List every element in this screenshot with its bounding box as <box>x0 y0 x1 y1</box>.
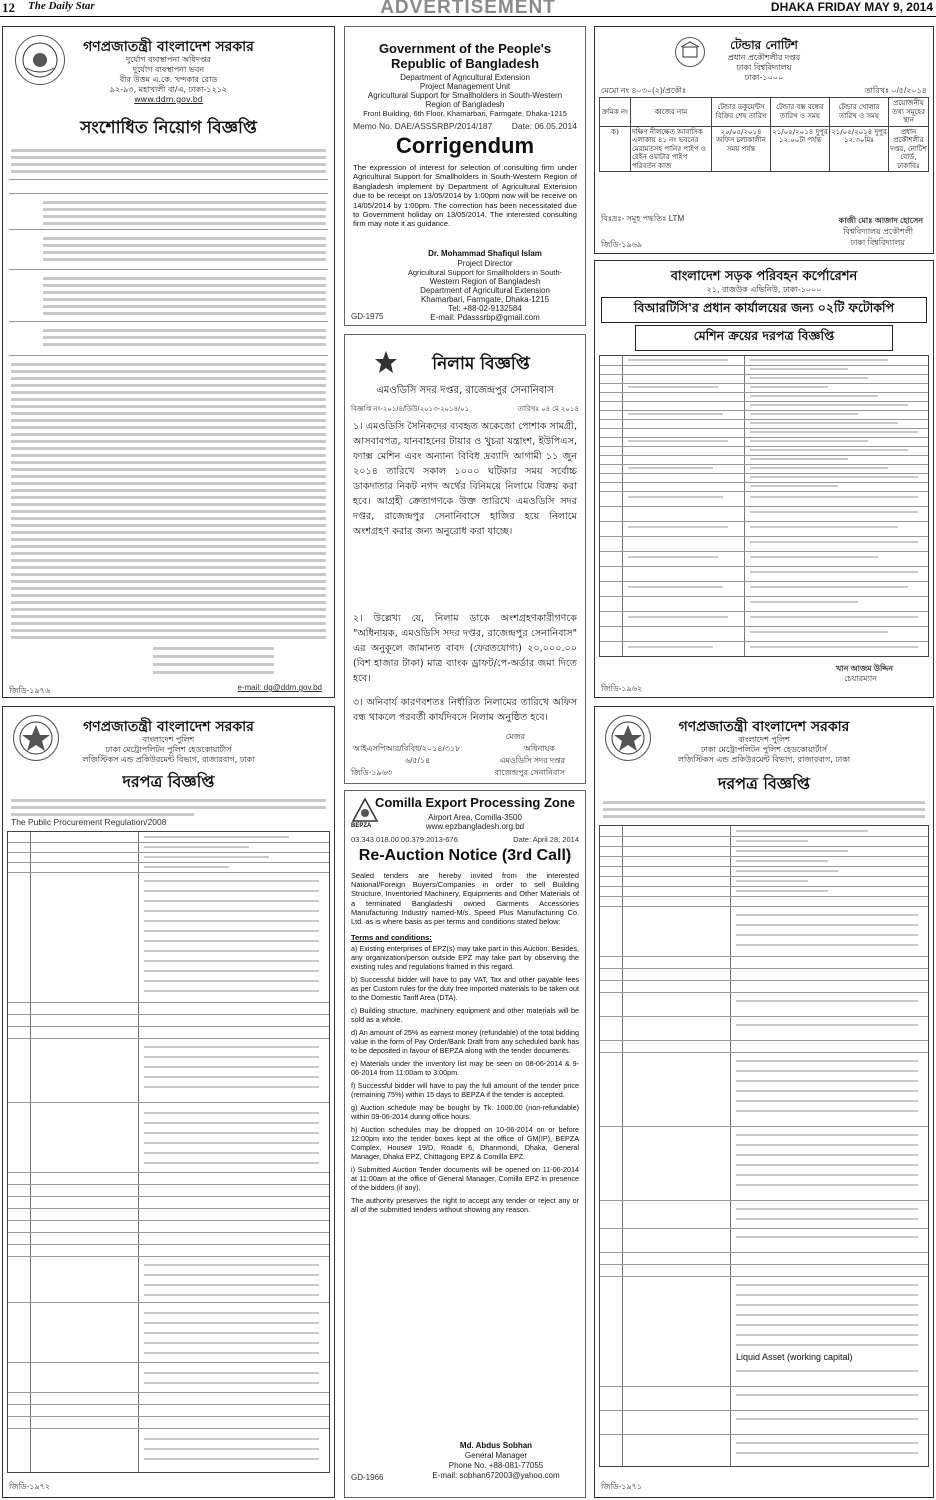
ad-code: GD-1966 <box>351 1473 384 1482</box>
ad-line: ঢাকা মেট্রোপলিটন পুলিশ হেডকোয়ার্টার্স <box>105 745 232 754</box>
ad-address: Airport Area, Comilla-3500 <box>428 813 522 822</box>
ad-code: জিডি-১৯৭১ <box>601 1482 643 1491</box>
table-header: টেন্ডার ডকুমেন্টস বিক্রির শেষ তারিখ <box>712 98 771 127</box>
ad-intro: Sealed tenders are hereby invited from the interested National/Foreign Buyers/Companies in order to sell Building Structure, Inventoried Machinery, Equipments and Other Materials of a terminated Bangladeshi owned Garments Accessories Manufacturing Industry named-M/s. Speed Plus Manufacturing Co. Ltd. as is where basis as per terms and conditions stated below: <box>351 871 579 927</box>
masthead-logo: The Daily Star <box>28 0 95 12</box>
ad-sig-title: বিশ্ববিদ্যালয় প্রকৌশলী <box>843 227 913 236</box>
ad-banner <box>601 297 927 323</box>
liquid-asset-text: Liquid Asset (working capital) <box>736 1352 853 1362</box>
ad-email: E-mail: Pdasssrbp@gmail.com <box>430 313 540 322</box>
ad-signatory: Md. Abdus Sobhan <box>459 1441 533 1450</box>
ad-heading: সংশোধিত নিয়োগ বিজ্ঞপ্তি <box>80 118 257 138</box>
ad-email: e-mail: dg@ddm.gov.bd <box>237 683 322 692</box>
table-cell: ২১/০৫/২০১৪ দুপুর ১২.০০টা পর্যন্ত <box>771 126 830 172</box>
ad-brtc-tender <box>594 260 934 698</box>
terms-list <box>351 944 579 1214</box>
ad-code: জিডি-১৯৬৩ <box>351 768 393 777</box>
table-cell: ক) <box>600 126 631 172</box>
ad-code: জিডি-১৯৭২ <box>9 1482 51 1491</box>
banner-text: মেশিন ক্রয়ের দরপত্র বিজ্ঞপ্তি <box>693 328 835 343</box>
ad-date: ৬/৫/১৪ <box>405 756 431 765</box>
ad-memo: Memo No. DAE/ASSSRBP/2014/187 <box>353 121 493 131</box>
ad-line: দুর্যোগ ব্যবস্থাপনা অধিদপ্তর <box>126 55 211 64</box>
term-item: d) An amount of 25% as earnest money (refundable) of the total bidding value in the form of Pay Order/Bank Draft from any scheduled bank has to be deposited in favour of BEPZA along with the tender documents. <box>351 1028 579 1055</box>
tender-table <box>599 97 929 172</box>
ad-role: অধিনায়ক <box>523 744 555 753</box>
page-number: 12 <box>2 0 15 15</box>
banner-text: বিআরটিসি'র প্রধান কার্যালয়ের জন্য ০২টি ফটোকপি <box>633 300 895 315</box>
ad-line: লজিস্টিকস এন্ড প্রকিউরমেন্ট বিভাগ, রাজারবাগ, ঢাকা <box>677 755 851 764</box>
ad-para: ১। এমওডিসি সৈনিকদের ব্যবহৃত অকেজো পোশাক সামগ্রী, আসবাবপত্র, যানবাহনের টায়ার ও খুচরা যন্ত্রাংশ, ইউপিএস, ফ্যাক্স মেশিন এবং অন্যান্য বিবিধ দ্রব্যাদি আগামী ১১ জুন ২০১৪ তারিখে সকাল ১০০০ ঘটিকার সময় সর্বোচ্চ ডাকদাতার নিকট নগদ অর্থের বিনিময়ে নিলামে বিক্রয় করা হবে। আগ্রহী ক্রেতাগণকে উক্ত তারিখে এমওডিসি সদর দপ্তর, রাজেন্দ্রপুর সেনানিবাসে হাজির হয়ে নিলামে অংশগ্রহণ করার জন্য অনুরোধ করা যাচ্ছে। <box>353 421 577 537</box>
ad-terms-heading: Terms and conditions: <box>351 933 432 942</box>
ad-memo: মেমো নং ৪০৩০(২)/প্রকৌঃ <box>601 86 687 95</box>
ad-line: ঢাকা বিশ্ববিদ্যালয় <box>736 63 792 72</box>
ad-line: ৯২-৯৩, মহাখালী বা/এ, ঢাকা-১২১২ <box>109 85 228 94</box>
ad-address: ২১, রাজউক এভিনিউ, ঢাকা-১০০০ <box>706 285 822 294</box>
ad-sig-line: Khamarbari, Farmgate, Dhaka-1215 <box>420 295 550 304</box>
ad-project-line: Agricultural Support for Smallholders in South-Western <box>367 91 563 100</box>
ad-code: জিডি-১৯৬২ <box>601 684 643 693</box>
table-header: ক্রমিক নং <box>600 98 631 127</box>
ad-date: তারিখঃ ০/৫/২০১৪ <box>864 86 927 95</box>
ad-place: রাজেন্দ্রপুর সেনানিবাস <box>494 768 565 777</box>
ad-project-line: Region of Bangladesh <box>425 100 505 109</box>
table-header: প্রয়োজনীয় তথ্য সমূহের স্থান <box>889 98 929 127</box>
ad-line: ঢাকা-১০০০ <box>744 73 784 82</box>
term-item: f) Successful bidder will have to pay the full amount of the tender price (remaining 75%) within 15 days to BEPZA if the tender is accepted. <box>351 1081 579 1099</box>
ad-unit: Project Management Unit <box>419 82 511 91</box>
ad-line: বাংলাদেশ পুলিশ <box>738 735 790 744</box>
ad-line: লজিস্টিকস এন্ড প্রকিউরমেন্ট বিভাগ, রাজারবাগ, ঢাকা <box>82 755 255 764</box>
ad-du-tender <box>594 26 934 254</box>
ad-corrigendum <box>344 26 586 326</box>
ad-closing: The authority preserves the right to accept any tender or reject any or all of the submitted tenders without showing any reason. <box>351 1196 579 1214</box>
ad-body: The expression of interest for selection of consulting firm under Agricultural Support for Smallholders in South-Western Region of Bangladesh implement by Department of Agricultural Extension due to be receipt on 13/05/2014 by 1:00pm now will be receive on 14/05/2014 by 1:00pm. The correction has been necessitated due to Government holiday on 13/05/2014. The interested consulting firm may note it as guidance. <box>353 163 577 229</box>
dmp-table <box>599 825 929 1467</box>
ad-heading: Corrigendum <box>395 133 535 158</box>
term-item: b) Successful bidder will have to pay VAT, Tax and other payable fees as per Custom rules for the duty free imported materials to be taken out to the Domestic Tariff Area (DTA). <box>351 975 579 1002</box>
table-header: কাজের নাম <box>631 98 712 127</box>
term-item: a) Existing enterprises of EPZ(s) may take part in this Auction. Besides, any organization/person outside EPZ may take part by observing the existing rules and regulations framed in this regard. <box>351 944 579 971</box>
ad-line: প্রধান প্রকৌশলীর দপ্তর <box>727 53 801 62</box>
ad-heading: দরপত্র বিজ্ঞপ্তি <box>718 774 810 793</box>
ad-title: গণপ্রজাতন্ত্রী বাংলাদেশ সরকার <box>83 39 254 55</box>
table-cell: প্রধান প্রকৌশলীর দপ্তর, নোটিশ বোর্ড, ঢাকাবিঃ <box>890 127 927 170</box>
ad-sig-line: Agricultural Support for Smallholders in South- <box>407 268 563 277</box>
ad-subheading: এমওডিসি সদর দপ্তর, রাজেন্দ্রপুর সেনানিবাস <box>376 385 554 396</box>
dateline <box>771 0 933 14</box>
ad-title-line: Republic of Bangladesh <box>390 56 540 71</box>
dateline-city: DHAKA <box>770 0 815 14</box>
ad-para: ৩। অনিবার্য কারণবশতঃ নির্ধারিত নিলামের তারিখে অফিস বন্ধ থাকলে পরবর্তী কার্যদিবসে নিলাম অনুষ্ঠিত হবে। <box>353 697 577 723</box>
table-row <box>600 126 929 172</box>
page-header <box>0 0 936 17</box>
term-item: i) Submitted Auction Tender documents will be opened on 11-06-2014 at 11:00am at the office of General Manager, Comilla EPZ in presence of the bidders (if any). <box>351 1165 579 1192</box>
ad-ref: 03.343.018.00.00.379.2013-676 <box>351 835 458 844</box>
ad-heading: দরপত্র বিজ্ঞপ্তি <box>122 772 215 791</box>
ad-sig-line: Department of Agricultural Extension <box>420 286 550 295</box>
ad-line: ঢাকা মেট্রোপলিটন পুলিশ হেডকোয়ার্টার্স <box>701 745 827 754</box>
ad-dmp-tender-right <box>594 706 934 1498</box>
ad-banner <box>635 325 893 351</box>
ad-title-line: Government of the People's <box>378 41 552 56</box>
ad-sig-line: Project Director <box>457 259 513 268</box>
ad-code: GD-1975 <box>351 312 384 321</box>
ad-title: Comilla Export Processing Zone <box>374 795 576 810</box>
ad-date: তারিখঃ ০৪ মে ২০১৪ <box>517 406 579 413</box>
ad-title: গণপ্রজাতন্ত্রী বাংলাদেশ সরকার <box>678 719 850 735</box>
ad-code: জিডি-১৯৭৬ <box>9 686 51 695</box>
ad-heading: নিলাম বিজ্ঞপ্তি <box>432 354 530 374</box>
ad-code: জিডি-১৯৬৯ <box>601 240 643 249</box>
ad-note: বিঃদ্রঃ- সমূহ পদ্ধতিঃ LTM <box>601 214 685 223</box>
ad-sig-line: Western Region of Bangladesh <box>429 277 541 286</box>
ad-para: ২। উল্লেখ্য যে, নিলাম ডাকে অংশগ্রহণকারীগণকে "অধিনায়ক, এমওডিসি সদর দপ্তর, রাজেন্দ্রপুর সেনানিবাস" এর অনুকূলে জামানত বাবদ (ফেরতযোগ্য) ২০,০০০.০০ (বিশ হাজার টাকা) মাত্র ব্যাংক ড্রাফট/পে-অর্ডার জমা দিতে হবে। <box>353 613 577 684</box>
ad-title: গণপ্রজাতন্ত্রী বাংলাদেশ সরকার <box>83 719 254 735</box>
ad-rank: মেজর <box>505 732 525 741</box>
ad-title: বাংলাদেশ সড়ক পরিবহন কর্পোরেশন <box>670 269 858 284</box>
brtc-table <box>599 355 929 657</box>
ad-sig-place: ঢাকা বিশ্ববিদ্যালয় <box>850 238 905 247</box>
term-item: e) Materials under the inventory list may be seen on 08-06-2014 & 9-06-2014 from 11:00am to 3:00pm. <box>351 1059 579 1077</box>
table-header-row <box>600 98 929 127</box>
ad-phone: Phone No. +88-081-77055 <box>448 1461 544 1470</box>
ad-ref: আইএসপিআর/বিবিধ/২০১৪/৩১৮ <box>353 744 461 753</box>
table-cell: ২০/০৫/২০১৪ অফিস চলাকালীন সময় পর্যন্ত <box>712 126 771 172</box>
ad-tel: Tel: +88-02-9132584 <box>448 304 522 313</box>
dmp-table <box>7 831 330 1473</box>
ad-dept: Department of Agricultural Extension <box>400 73 530 82</box>
ad-signatory: খান আজম উদ্দিন <box>836 664 893 673</box>
table-header: টেন্ডার বক্স বন্ধের তারিখ ও সময় <box>771 98 830 127</box>
ad-website: www.ddm.gov.bd <box>134 95 203 104</box>
table-cell: দক্ষিণ নীলক্ষেত আবাসিক এলাকায় ৪১ নং ভবনের মেরামতসহ পানির পাইপ ও রেইন ওয়াটার পাইপ পরিবর্তন কাজ <box>631 126 712 172</box>
ad-line: বাংলাদেশ পুলিশ <box>142 735 195 744</box>
ad-ref: বিজ্ঞপ্তি নং-২০১/৪/ডিউ/২০১৩-২০১৪/০১ <box>351 406 470 413</box>
ad-heading: টেন্ডার নোটিশ <box>730 38 798 52</box>
ad-line: বীর উত্তম এ.কে. খন্দকার রোড <box>119 75 218 84</box>
ad-line: দুর্যোগ ব্যবস্থাপনা ভবন <box>132 65 205 74</box>
ad-dmp-tender-left <box>2 706 335 1498</box>
ad-date: Date: April 28, 2014 <box>513 835 579 844</box>
section-title: ADVERTISEMENT <box>380 0 556 18</box>
term-item: g) Auction schedule may be bought by Tk. 1000.00 (non-refundable) within 09-06-2014 during office hours. <box>351 1103 579 1121</box>
ad-sig-title: চেয়ারম্যান <box>844 674 877 683</box>
table-header: টেন্ডার খোলার তারিখ ও সময় <box>830 98 889 127</box>
ad-place: এমওডিসি সদর দপ্তর <box>499 756 565 765</box>
ad-sig-title: General Manager <box>464 1451 528 1460</box>
term-item: c) Building structure, machinery equipment and other materials will be sold as a whole. <box>351 1006 579 1024</box>
ad-signatory: Dr. Mohammad Shafiqul Islam <box>428 249 542 258</box>
table-cell: ২১/০৫/২০১৪ দুপুর ১২.৩০মিঃ <box>830 126 889 172</box>
ad-comilla-epz <box>344 790 586 1498</box>
ad-date: Date: 06.05.2014 <box>511 121 577 131</box>
dateline-date: FRIDAY MAY 9, 2014 <box>817 0 933 14</box>
ad-heading: Re-Auction Notice (3rd Call) <box>358 847 572 864</box>
ad-signatory: কাজী মোঃ আজাদ হোসেন <box>838 216 923 225</box>
ad-email: E-mail: sobhan672003@yahoo.com <box>432 1471 560 1480</box>
bepza-logo-text: BEPZA <box>351 823 372 829</box>
ad-ppr: The Public Procurement Regulation/2008 <box>11 817 167 827</box>
ad-ddm-recruitment <box>2 26 335 698</box>
ad-address: Front Building, 6th Floor, Khamarbari, Farmgate, Dhaka-1215 <box>363 109 567 118</box>
term-item: h) Auction schedules may be dropped on 10-06-2014 on or before 12:00pm into the tender boxes kept at the office of GM(IP), BEPZA Complex, House# 19/D, Road# 6, Dhanmondi, Dhaka, General Manager, Dhaka EPZ, Chittagong EPZ & Comilla EPZ. <box>351 1125 579 1161</box>
ad-nilam-auction <box>344 334 586 784</box>
ad-website: www.epzbangladesh.org.bd <box>425 822 525 831</box>
